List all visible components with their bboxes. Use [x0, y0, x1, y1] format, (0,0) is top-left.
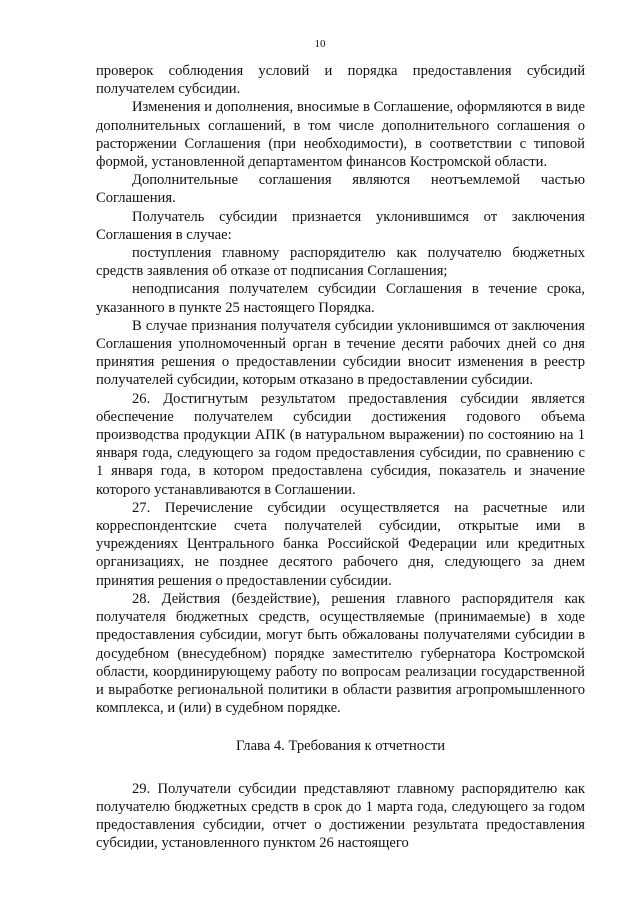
paragraph: неподписания получателем субсидии Соглашения в течение срока, указанного в пункте 25 настоящего Порядка. [96, 281, 585, 316]
paragraph: Дополнительные соглашения являются неотъемлемой частью Соглашения. [96, 172, 585, 207]
paragraph: В случае признания получателя субсидии уклонившимся от заключения Соглашения уполномоченный орган в течение десяти рабочих дней со дня принятия решения о предоставлении субсидии вносит изменения в реестр получателей субсидии, которым отказано в предоставлении субсидии. [96, 317, 585, 389]
paragraph: поступления главному распорядителю как получателю бюджетных средств заявления об отказе от подписания Соглашения; [96, 245, 585, 280]
paragraph: проверок соблюдения условий и порядка предоставления субсидий получателем субсидии. [96, 63, 585, 98]
page-number: 10 [314, 38, 326, 50]
paragraph: 29. Получатели субсидии представляют главному распорядителю как получателю бюджетных средств в срок до 1 марта года, следующего за годом предоставления субсидии, отчет о достижении результата предоставления субсидии, установленного пунктом 26 настоящего [96, 780, 585, 852]
paragraph: 27. Перечисление субсидии осуществляется на расчетные или корреспондентские счета получателей субсидии, открытые ими в учреждениях Центрального банка Российской Федерации или кредитных организациях, не позднее десятого рабочего дня, следующего за днем принятия решения о предоставлении субсидии. [96, 499, 585, 589]
paragraph: Получатель субсидии признается уклонившимся от заключения Соглашения в случае: [96, 208, 585, 243]
document-body [96, 62, 585, 852]
paragraph: 28. Действия (бездействие), решения главного распорядителя как получателя бюджетных средств, осуществляемые (принимаемые) в ходе предоставления субсидии, могут быть обжалованы получателями субсидии в досудебном (внесудебном) порядке заместителю губернатора Костромской области, координирующему работу по вопросам реализации государственной и выработке региональной политики в области развития агропромышленного комплекса, и (или) в судебном порядке. [96, 590, 585, 717]
section-heading: Глава 4. Требования к отчетности [235, 738, 446, 755]
paragraph: Изменения и дополнения, вносимые в Соглашение, оформляются в виде дополнительных соглашений, в том числе дополнительного соглашения о расторжении Соглашения (при необходимости), в соответствии с типовой формой, установленной департаментом финансов Костромской области. [96, 99, 585, 171]
paragraph: 26. Достигнутым результатом предоставления субсидии является обеспечение получателем субсидии достижения годового объема производства продукции АПК (в натуральном выражении) по состоянию на 1 января года, следующего за годом предоставления субсидии, по сравнению с 1 января года, в котором предоставлена субсидия, показатель и значение которого устанавливаются в Соглашении. [96, 390, 585, 498]
